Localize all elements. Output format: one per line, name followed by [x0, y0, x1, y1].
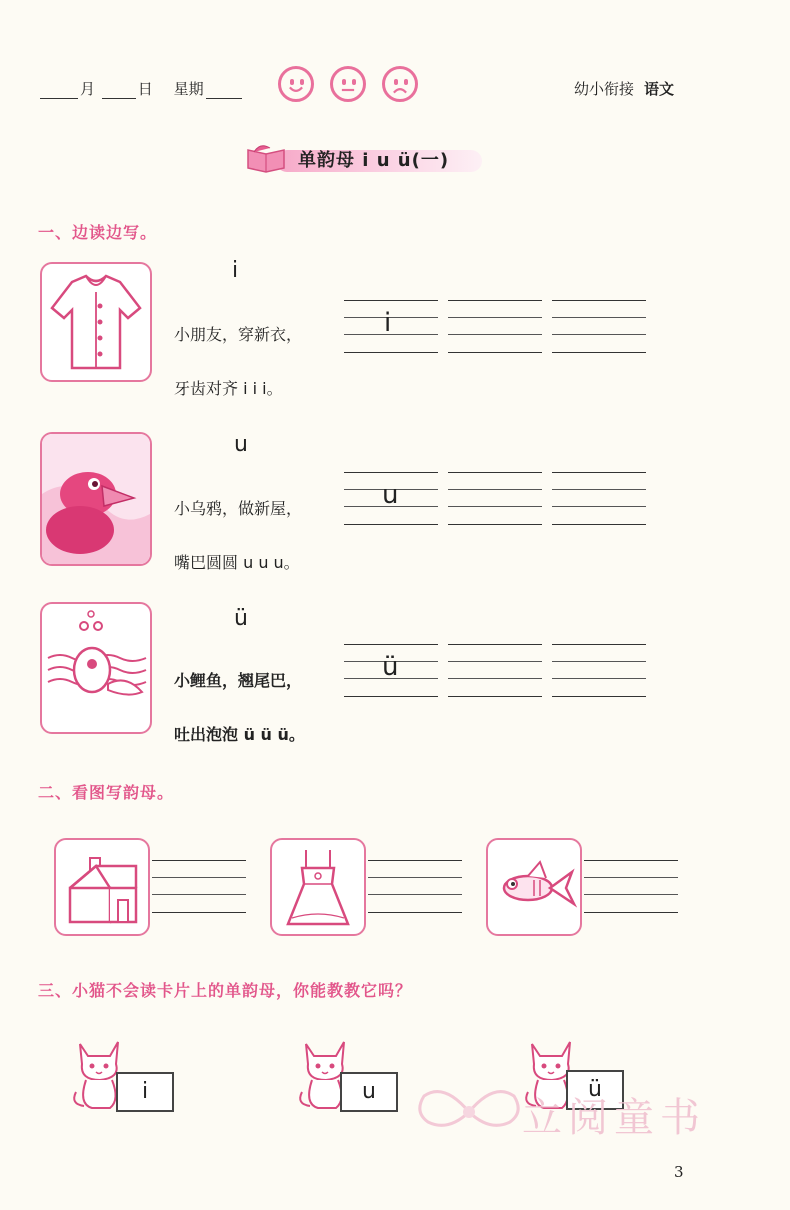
lesson-title-banner [236, 140, 486, 178]
smile-face-icon[interactable] [278, 66, 314, 102]
poem-i-line1: 小朋友，穿新衣， [174, 325, 303, 344]
letter-i: i [232, 258, 239, 283]
crow-icon [42, 434, 150, 564]
letter-card-u-umlaut[interactable]: ü [566, 1070, 624, 1110]
writing-lines[interactable] [448, 300, 542, 352]
section3-heading: 三、小猫不会读卡片上的单韵母，你能教教它吗？ [38, 981, 413, 1000]
carp-icon [42, 604, 150, 732]
practice-i: i [384, 308, 392, 338]
dress-icon [272, 840, 364, 934]
letter-card-u[interactable]: u [340, 1072, 398, 1112]
carp-picture [40, 602, 152, 734]
practice-u-umlaut: ü [382, 652, 399, 682]
letter-u-umlaut: ü [234, 606, 248, 631]
writing-lines[interactable] [552, 300, 646, 352]
shirt-icon [42, 264, 150, 380]
fish-icon [488, 840, 580, 934]
writing-lines[interactable] [448, 472, 542, 524]
weekday-label: 星期 [173, 80, 204, 98]
weekday-blank[interactable] [206, 84, 242, 99]
writing-lines[interactable] [552, 472, 646, 524]
writing-lines[interactable] [152, 860, 246, 912]
bow-icon [414, 1082, 524, 1142]
subject-label: 语文 [644, 80, 675, 98]
day-label: 日 [137, 80, 153, 98]
writing-lines[interactable] [448, 644, 542, 696]
sad-face-icon[interactable] [382, 66, 418, 102]
lesson-title: 单韵母 i u ü(一) [298, 150, 450, 171]
date-line [38, 78, 244, 99]
fish-picture [486, 838, 582, 936]
watermark-text: 立阅童书 [522, 1095, 706, 1141]
writing-lines[interactable] [552, 644, 646, 696]
page-number: 3 [674, 1163, 684, 1181]
writing-lines[interactable] [368, 860, 462, 912]
shirt-picture [40, 262, 152, 382]
house-icon [56, 840, 148, 934]
crow-picture [40, 432, 152, 566]
letter-card-i[interactable]: i [116, 1072, 174, 1112]
month-label: 月 [80, 80, 96, 98]
series-label: 幼小衔接 语文 [574, 80, 675, 98]
house-picture [54, 838, 150, 936]
neutral-face-icon[interactable] [330, 66, 366, 102]
poem-u-line2: 嘴巴圆圆 u u u。 [174, 553, 300, 572]
writing-lines[interactable] [584, 860, 678, 912]
book-icon [244, 142, 288, 176]
poem-i-line2: 牙齿对齐 i i i。 [174, 379, 283, 398]
section2-heading: 二、看图写韵母。 [38, 783, 175, 802]
poem-u-line1: 小乌鸦，做新屋， [174, 499, 303, 518]
practice-u: u [382, 480, 399, 510]
watermark [404, 1078, 744, 1148]
poem-uu-line2: 吐出泡泡 ü ü ü。 [174, 725, 305, 744]
dress-picture [270, 838, 366, 936]
day-blank[interactable] [102, 84, 136, 99]
month-blank[interactable] [40, 84, 78, 99]
poem-uu-line1: 小鲤鱼，翘尾巴， [174, 671, 303, 690]
section1-heading: 一、边读边写。 [38, 223, 158, 242]
letter-u: u [234, 432, 248, 457]
